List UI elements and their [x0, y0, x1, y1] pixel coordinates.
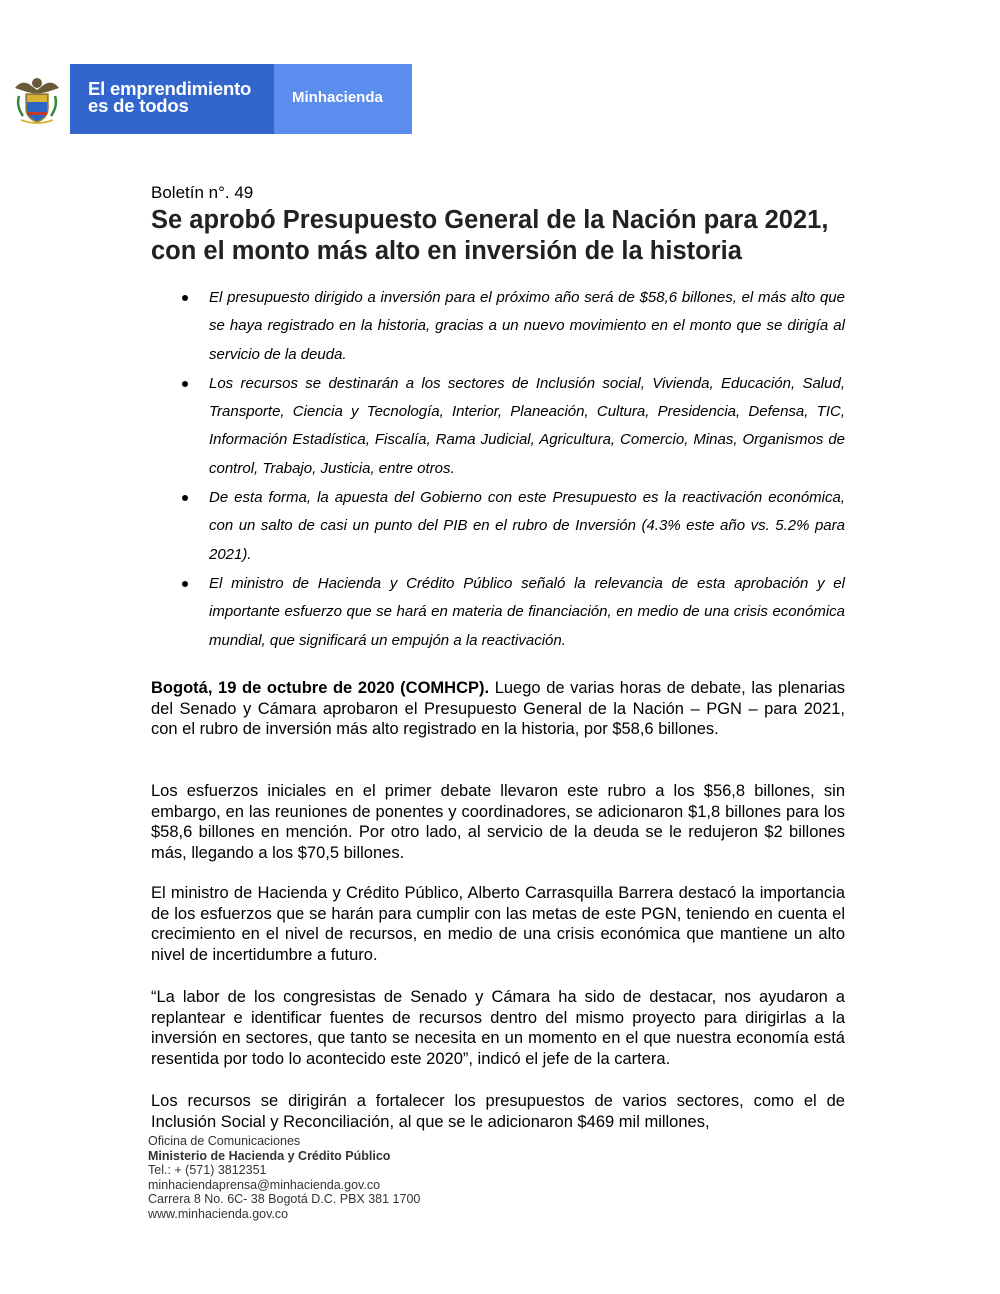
- footer-website: www.minhacienda.gov.co: [148, 1206, 289, 1221]
- bullet-icon: [182, 381, 188, 387]
- seal-box: [3, 64, 70, 134]
- list-item-text: De esta forma, la apuesta del Gobierno con este Presupuesto es la reactivación económica, con un salto de casi un punto del PIB en el rubro de Inversión (4.3% este año vs. 5.2% para 2021).: [209, 489, 845, 563]
- paragraph-2: Los esfuerzos iniciales en el primer debate llevaron este rubro a los $56,8 billones, sin embargo, en las reuniones de ponentes y coordinadores, se adicionaron $1,8 billones para los $58,6 billones en mención. Por otro lado, al servicio de la deuda se le redujeron $2 billones más, llegando a los $70,5 billones.: [151, 782, 845, 862]
- ministry-brand: Minhacienda: [292, 89, 383, 106]
- slogan: [88, 80, 251, 114]
- list-item: [182, 570, 845, 655]
- list-item-text: El presupuesto dirigido a inversión para el próximo año será de $58,6 billones, el más alto que se haya registrado en la historia, gracias a un nuevo movimiento en el monto que se dirigía al servicio de la deuda.: [209, 289, 845, 363]
- header-banner: [3, 64, 412, 134]
- list-item: [182, 484, 845, 569]
- footer-phone: Tel.: + (571) 3812351: [148, 1163, 267, 1178]
- slogan-line-1: El emprendimiento: [88, 78, 252, 99]
- footer-ministry: Ministerio de Hacienda y Crédito Público: [148, 1148, 391, 1163]
- paragraph-4: “La labor de los congresistas de Senado y Cámara ha sido de destacar, nos ayudaron a replantear e identificar fuentes de recursos dentro del mismo proyecto para dirigirlas a la inversión en sectores, que tanto se necesita en un momento en el que nuestra economía está resentida por todo lo acontecido este 2020”, indicó el jefe de la cartera.: [151, 988, 845, 1068]
- footer-email: minhaciendaprensa@minhacienda.gov.co: [148, 1177, 381, 1192]
- paragraph-1: [151, 678, 845, 740]
- bullet-icon: [182, 295, 188, 301]
- paragraph-5: Los recursos se dirigirán a fortalecer los presupuestos de varios sectores, como el de Inclusión Social y Reconciliación, al que se le adicionaron $469 mil millones,: [151, 1092, 845, 1131]
- list-item: [182, 284, 845, 369]
- bulletin-number: Boletín n°. 49: [151, 183, 254, 202]
- summary-list: [182, 284, 845, 656]
- footer-office: Oficina de Comunicaciones: [148, 1134, 301, 1148]
- list-item: [182, 370, 845, 483]
- coat-of-arms-icon: [13, 74, 61, 126]
- paragraph-3: El ministro de Hacienda y Crédito Público, Alberto Carrasquilla Barrera destacó la importancia de los esfuerzos que se harán para cumplir con las metas de este PGN, teniendo en cuenta el crecimiento en el nivel de recursos, en medio de una crisis económica que mantiene un alto nivel de incertidumbre a futuro.: [151, 884, 845, 964]
- bullet-icon: [182, 581, 188, 587]
- slogan-panel: [3, 64, 274, 134]
- slogan-line-2: es de todos: [88, 95, 189, 116]
- paragraph-1-text: Luego de varias horas de debate, las plenarias del Senado y Cámara aprobaron el Presupuesto General de la Nación – PGN – para 2021, con el rubro de inversión más alto registrado en la historia, por $58,6 billones.: [151, 679, 845, 739]
- list-item-text: Los recursos se destinarán a los sectores de Inclusión social, Vivienda, Educación, Salud, Transporte, Ciencia y Tecnología, Interior, Planeación, Cultura, Presidencia, Defensa, TIC, Información Estadística, Fiscalía, Rama Judicial, Agricultura, Comercio, Minas, Organismos de control, Trabajo, Justicia, entre otros.: [209, 374, 845, 477]
- footer-contact: [148, 1134, 420, 1222]
- ministry-panel: [274, 64, 412, 134]
- dateline: Bogotá, 19 de octubre de 2020 (COMHCP).: [151, 679, 490, 697]
- bullet-icon: [182, 495, 188, 501]
- list-item-text: El ministro de Hacienda y Crédito Público señaló la relevancia de esta aprobación y el importante esfuerzo que se hará en materia de financiación, en medio de una crisis económica mundial, que significará un empujón a la reactivación.: [209, 574, 845, 649]
- footer-address: Carrera 8 No. 6C- 38 Bogotá D.C. PBX 381 1700: [148, 1192, 421, 1207]
- page-title: Se aprobó Presupuesto General de la Nación para 2021, con el monto más alto en inversión de la historia: [151, 206, 829, 265]
